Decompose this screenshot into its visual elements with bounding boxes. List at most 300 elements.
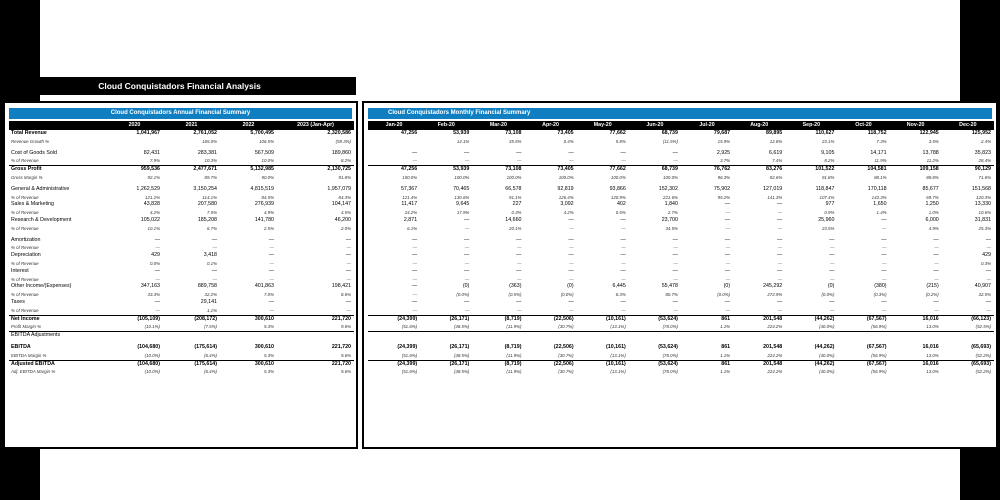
monthly-cell: (67,567) [837, 315, 889, 323]
monthly-cell: — [882, 225, 887, 231]
monthly-cell: — [986, 307, 991, 313]
monthly-cell: 77,662 [577, 166, 629, 174]
monthly-column-header: Oct-20 [837, 121, 889, 130]
monthly-cell: — [725, 225, 731, 231]
monthly-cell: (53,624) [658, 343, 678, 350]
annual-cell: 10.3% [204, 158, 217, 164]
annual-cell: 7.0% [263, 292, 274, 298]
annual-cell: 1,041,967 [136, 130, 160, 136]
monthly-summary-title: Cloud Conquistadors Monthly Financial Summary [368, 108, 992, 119]
monthly-cell: 10.6% [978, 210, 991, 216]
monthly-cell [629, 332, 681, 340]
monthly-cell: 227 [512, 201, 522, 208]
annual-cell: 300,610 [220, 360, 277, 368]
annual-table-row [9, 323, 354, 331]
annual-cell: (104,680) [106, 360, 163, 368]
monthly-cell: (24,399) [368, 360, 420, 368]
annual-cell: — [268, 298, 274, 305]
monthly-cell: (380) [874, 283, 887, 290]
monthly-cell: 91.1% [509, 194, 522, 200]
annual-cell: (175,614) [194, 343, 217, 350]
monthly-cell: (10,161) [577, 360, 629, 368]
annual-cell: 2,477,671 [163, 166, 220, 174]
monthly-cell: 11.9% [874, 158, 887, 164]
annual-cell: (7.5%) [204, 324, 217, 330]
annual-cell: — [155, 276, 160, 282]
monthly-table-row [368, 360, 994, 368]
monthly-cell: 127,019 [763, 185, 783, 192]
monthly-cell: 47,256 [400, 130, 418, 136]
annual-cell: — [269, 245, 274, 251]
monthly-column-header: Aug-20 [733, 121, 785, 130]
annual-cell: — [155, 245, 160, 251]
annual-cell: 283,381 [197, 149, 217, 156]
monthly-cell: — [725, 260, 731, 266]
monthly-table-row [368, 260, 994, 268]
annual-table-row [9, 201, 354, 209]
monthly-table-row [368, 186, 994, 194]
annual-cell: (6.4%) [204, 352, 217, 358]
monthly-table-row [368, 157, 994, 165]
monthly-cell: 224.2% [767, 369, 783, 375]
monthly-cell: (53,624) [629, 315, 681, 323]
monthly-cell: — [673, 245, 678, 251]
monthly-cell: 7.4% [772, 158, 783, 164]
monthly-cell: — [620, 236, 626, 243]
annual-cell: — [269, 307, 274, 313]
monthly-cell: 6,619 [768, 149, 783, 156]
monthly-cell: — [881, 236, 887, 243]
monthly-cell: — [882, 276, 887, 282]
monthly-cell: (30.7%) [558, 352, 574, 358]
monthly-table-row [368, 217, 994, 225]
annual-table-row [9, 283, 354, 291]
monthly-cell: — [776, 267, 783, 274]
monthly-table-row [368, 244, 994, 252]
monthly-cell: 100.0% [558, 174, 574, 180]
monthly-cell: (78.0%) [662, 352, 678, 358]
monthly-cell [681, 332, 733, 340]
monthly-cell: 28.4% [978, 158, 991, 164]
row-label: Cost of Goods Sold [11, 149, 57, 156]
monthly-cell: 118,752 [867, 130, 887, 136]
annual-summary-title: Cloud Conquistadors Annual Financial Summary [9, 108, 352, 119]
monthly-cell: — [829, 267, 835, 274]
monthly-cell: 77,662 [609, 130, 626, 136]
monthly-cell: (22,506) [553, 343, 574, 350]
monthly-cell: 109,158 [890, 166, 942, 174]
monthly-cell: 12.8% [769, 138, 783, 144]
monthly-cell: 1.1% [720, 352, 731, 358]
annual-table-row [9, 150, 354, 158]
monthly-cell: — [464, 245, 470, 251]
monthly-cell: — [621, 158, 626, 164]
row-label: Amortization [11, 236, 41, 243]
monthly-header-row [368, 121, 994, 130]
monthly-cell: — [776, 201, 783, 208]
annual-header-row [9, 121, 354, 130]
monthly-cell [785, 332, 837, 340]
monthly-table-row [368, 315, 994, 323]
monthly-cell: — [464, 236, 470, 243]
annual-cell: 9.6% [340, 324, 351, 330]
monthly-table-row [368, 225, 994, 233]
monthly-cell: (0) [723, 283, 731, 290]
annual-table-row [9, 237, 354, 245]
annual-table-row [9, 332, 354, 340]
annual-column-header: 2021 [163, 121, 220, 130]
monthly-cell: — [517, 276, 522, 282]
monthly-cell: — [568, 216, 574, 223]
monthly-cell: — [777, 276, 783, 282]
monthly-cell: 24.2% [404, 210, 418, 216]
annual-cell: 5,700,495 [250, 130, 274, 136]
annual-cell: 4.9% [263, 210, 274, 216]
annual-cell: 43,828 [143, 201, 160, 208]
monthly-cell: (26,171) [420, 315, 472, 323]
monthly-cell: (0.2%) [925, 292, 939, 298]
annual-table-row [9, 368, 354, 376]
monthly-cell: 1.4% [876, 210, 887, 216]
monthly-cell: — [672, 236, 678, 243]
monthly-cell: 151,568 [971, 185, 991, 192]
monthly-cell: (26,171) [420, 360, 472, 368]
monthly-column-header: Sep-20 [785, 121, 837, 130]
annual-cell: — [154, 267, 160, 274]
monthly-cell: — [985, 267, 991, 274]
monthly-cell: — [829, 236, 835, 243]
annual-cell: — [345, 298, 351, 305]
monthly-cell: — [620, 216, 626, 223]
monthly-cell: 861 [681, 315, 733, 323]
annual-cell: (10.0%) [144, 369, 160, 375]
monthly-cell: (13.1%) [610, 324, 626, 330]
monthly-cell: (11.5%) [662, 138, 678, 144]
row-label: General & Administrative [11, 185, 70, 192]
annual-cell: 4.2% [149, 210, 160, 216]
monthly-column-header: May-20 [577, 121, 629, 130]
monthly-cell: — [569, 158, 574, 164]
monthly-cell: — [934, 276, 939, 282]
monthly-cell: — [517, 307, 522, 313]
monthly-cell: — [934, 307, 939, 313]
monthly-cell: — [882, 307, 887, 313]
annual-cell: 9.6% [340, 352, 351, 358]
monthly-cell: 16,016 [890, 315, 942, 323]
monthly-cell: — [881, 267, 887, 274]
monthly-cell: 88.8% [926, 174, 939, 180]
monthly-cell: — [569, 225, 574, 231]
monthly-cell: 101,522 [785, 166, 837, 174]
monthly-cell: 130.6% [454, 194, 470, 200]
row-label: Interest [11, 267, 29, 274]
row-label: Net Income [9, 315, 106, 323]
monthly-cell: — [620, 267, 626, 274]
monthly-cell: — [672, 298, 678, 305]
annual-table-row [9, 166, 354, 174]
monthly-cell: (51.6%) [401, 324, 418, 330]
annual-table-row [9, 291, 354, 299]
row-label: Research & Development [11, 216, 72, 223]
monthly-cell: (13.1%) [610, 369, 626, 375]
monthly-table-row [368, 283, 994, 291]
annual-cell: 84.3% [338, 194, 351, 200]
monthly-cell: — [986, 276, 991, 282]
monthly-cell [420, 332, 472, 340]
monthly-cell: 2,925 [716, 149, 731, 156]
annual-table-row [9, 344, 354, 352]
monthly-cell: (22,506) [524, 315, 576, 323]
monthly-cell: 141.3% [767, 194, 783, 200]
monthly-cell: 201,548 [733, 315, 785, 323]
monthly-cell: (22,506) [524, 360, 576, 368]
annual-cell: 5,132,985 [220, 166, 277, 174]
monthly-cell: 35,823 [974, 149, 991, 156]
monthly-cell: 9,645 [456, 201, 470, 208]
monthly-cell: — [725, 307, 731, 313]
monthly-cell [577, 332, 629, 340]
annual-cell: 0.0% [149, 260, 160, 266]
annual-cell: 2,761,052 [193, 130, 217, 136]
annual-cell: 889,758 [197, 283, 217, 290]
monthly-cell: — [776, 298, 783, 305]
monthly-cell: 25.3% [978, 225, 991, 231]
page-title: Cloud Conquistadors Financial Analysis [3, 77, 356, 95]
monthly-cell: 429 [982, 252, 991, 259]
monthly-cell: — [933, 298, 939, 305]
monthly-table-row [368, 150, 994, 158]
annual-cell: 6.7% [206, 225, 217, 231]
monthly-cell: 73,108 [472, 166, 524, 174]
annual-cell: 5.3% [263, 369, 274, 375]
monthly-cell: — [620, 298, 626, 305]
annual-table-row [9, 360, 354, 368]
annual-cell: 221,720 [277, 360, 354, 368]
monthly-column-header: Feb-20 [420, 121, 472, 130]
monthly-cell: (363) [509, 283, 522, 290]
monthly-cell: 91.8% [821, 174, 835, 180]
row-label: Taxes [11, 298, 25, 305]
annual-cell: 121.2% [145, 194, 160, 200]
annual-cell: — [212, 245, 217, 251]
annual-cell: 347,163 [140, 283, 160, 290]
monthly-cell: 0.3% [980, 260, 991, 266]
monthly-cell: 1,840 [664, 201, 678, 208]
monthly-cell: — [412, 260, 418, 266]
annual-cell: — [269, 260, 274, 266]
monthly-cell: — [830, 260, 835, 266]
monthly-column-header: Jan-20 [368, 121, 420, 130]
monthly-cell: (8,719) [472, 315, 524, 323]
monthly-cell: 17.9% [456, 210, 470, 216]
monthly-cell: — [517, 245, 522, 251]
annual-table-row [9, 138, 354, 146]
monthly-cell: (44,262) [785, 360, 837, 368]
annual-cell: (10.0%) [144, 352, 160, 358]
annual-cell: 90.0% [261, 174, 274, 180]
monthly-cell: (52.2%) [975, 369, 991, 375]
annual-cell: — [268, 252, 274, 259]
monthly-cell: (66,123) [942, 315, 994, 323]
annual-cell: — [155, 307, 160, 313]
annual-cell: 7.9% [149, 158, 160, 164]
monthly-cell: — [830, 307, 835, 313]
annual-cell [277, 332, 354, 340]
row-label: % of Revenue [11, 225, 39, 231]
monthly-cell: — [777, 245, 783, 251]
monthly-cell: (24,399) [397, 343, 418, 350]
monthly-cell: 68,739 [661, 130, 678, 136]
monthly-cell: 6.1% [407, 225, 418, 231]
annual-summary-panel [3, 101, 358, 449]
annual-table-row [9, 252, 354, 260]
monthly-column-header: Nov-20 [890, 121, 942, 130]
monthly-cell: — [621, 260, 626, 266]
monthly-cell [837, 332, 889, 340]
monthly-cell: 73,405 [524, 166, 576, 174]
annual-cell: 1,957,079 [327, 185, 351, 192]
monthly-cell: 3.5% [928, 138, 939, 144]
monthly-cell: — [517, 260, 522, 266]
annual-cell: — [345, 236, 351, 243]
row-label: Total Revenue [11, 130, 47, 136]
annual-cell: 8.6% [340, 292, 351, 298]
monthly-cell: (52.5%) [975, 324, 991, 330]
monthly-cell: — [411, 236, 418, 243]
monthly-table-row [368, 174, 994, 182]
annual-cell: 185,208 [197, 216, 217, 223]
row-label: EBITDA Adjustments [9, 332, 106, 340]
monthly-cell [942, 332, 994, 340]
monthly-cell: 13.0% [926, 352, 939, 358]
monthly-cell: 118,847 [815, 185, 835, 192]
monthly-table-row [368, 166, 994, 174]
monthly-cell: 152,302 [658, 185, 678, 192]
monthly-cell: 122,945 [919, 130, 939, 136]
monthly-cell: — [464, 307, 470, 313]
row-label: Sales & Marketing [11, 201, 54, 208]
monthly-summary-panel [362, 101, 998, 449]
monthly-cell: 80.7% [665, 292, 678, 298]
annual-cell: — [345, 267, 351, 274]
annual-cell [106, 138, 163, 146]
annual-cell: 2.5% [263, 225, 274, 231]
monthly-table-row [368, 344, 994, 352]
monthly-cell: — [724, 236, 731, 243]
monthly-cell: — [776, 216, 783, 223]
monthly-cell: 55,478 [661, 283, 678, 290]
monthly-cell: (56.9%) [871, 369, 887, 375]
monthly-cell: 1,650 [873, 201, 887, 208]
monthly-table-row [368, 138, 994, 146]
row-label: % of Revenue [11, 158, 39, 164]
monthly-cell: — [829, 252, 835, 259]
monthly-cell: — [777, 225, 783, 231]
monthly-cell: — [412, 307, 418, 313]
monthly-cell: — [882, 260, 887, 266]
monthly-table-row [368, 368, 994, 376]
row-label: % of Revenue [11, 194, 39, 200]
monthly-cell: 120.9% [610, 194, 626, 200]
annual-table-row [9, 299, 354, 307]
monthly-cell: 861 [721, 343, 731, 350]
monthly-cell: — [986, 245, 991, 251]
annual-cell: 82,431 [143, 149, 160, 156]
monthly-cell: (65,693) [971, 343, 991, 350]
annual-cell: 29,141 [200, 298, 217, 305]
annual-cell: — [268, 267, 274, 274]
monthly-table-row [368, 291, 994, 299]
monthly-table-row [368, 299, 994, 307]
annual-cell: 141,780 [254, 216, 274, 223]
monthly-cell: — [516, 236, 522, 243]
monthly-cell: — [724, 267, 731, 274]
monthly-cell: (11.9%) [506, 324, 522, 330]
monthly-cell [368, 332, 420, 340]
monthly-cell: (67,567) [837, 360, 889, 368]
monthly-cell: 2,871 [403, 216, 418, 223]
monthly-cell: 14,660 [505, 216, 522, 223]
monthly-cell: 125,952 [971, 130, 991, 136]
monthly-cell: — [411, 283, 418, 290]
monthly-cell: — [672, 267, 678, 274]
monthly-cell: 32.5% [978, 292, 991, 298]
monthly-cell: — [621, 276, 626, 282]
annual-cell: 33.3% [147, 292, 160, 298]
monthly-cell: 121.4% [402, 194, 418, 200]
row-label: Depreciation [11, 252, 41, 259]
monthly-table-row [368, 323, 994, 331]
annual-cell: 4,815,519 [250, 185, 274, 192]
annual-cell: 105,022 [140, 216, 160, 223]
monthly-cell: (215) [926, 283, 939, 290]
monthly-cell: (56.9%) [871, 324, 887, 330]
annual-column-header: 2022 [220, 121, 277, 130]
monthly-table-row [368, 194, 994, 202]
monthly-cell: — [464, 216, 470, 223]
annual-cell: — [346, 245, 351, 251]
monthly-cell [733, 332, 785, 340]
annual-table-row [9, 352, 354, 360]
monthly-cell: — [412, 245, 418, 251]
monthly-cell: — [621, 245, 626, 251]
monthly-cell: (0.0%) [456, 292, 470, 298]
monthly-cell: — [776, 236, 783, 243]
annual-cell: 46,200 [334, 216, 351, 223]
monthly-table-row [368, 276, 994, 284]
monthly-cell: — [516, 149, 522, 156]
monthly-column-header: Apr-20 [524, 121, 576, 130]
row-label: Adjusted EBITDA [9, 360, 106, 368]
annual-cell: 9.6% [340, 369, 351, 375]
monthly-cell: 104,581 [837, 166, 889, 174]
annual-table-row [9, 157, 354, 165]
annual-cell: 276,939 [254, 201, 274, 208]
monthly-cell [524, 332, 576, 340]
monthly-cell: — [724, 216, 731, 223]
monthly-cell: — [464, 252, 470, 259]
monthly-cell: 0.4% [563, 138, 574, 144]
monthly-cell: — [777, 210, 783, 216]
monthly-cell: — [933, 252, 939, 259]
monthly-cell: 0.3% [511, 210, 522, 216]
monthly-cell: 1,250 [925, 201, 939, 208]
monthly-cell: — [516, 267, 522, 274]
monthly-cell: — [725, 276, 731, 282]
monthly-cell: 8.3% [615, 292, 626, 298]
monthly-cell: 5.8% [615, 138, 626, 144]
monthly-cell: — [516, 298, 522, 305]
